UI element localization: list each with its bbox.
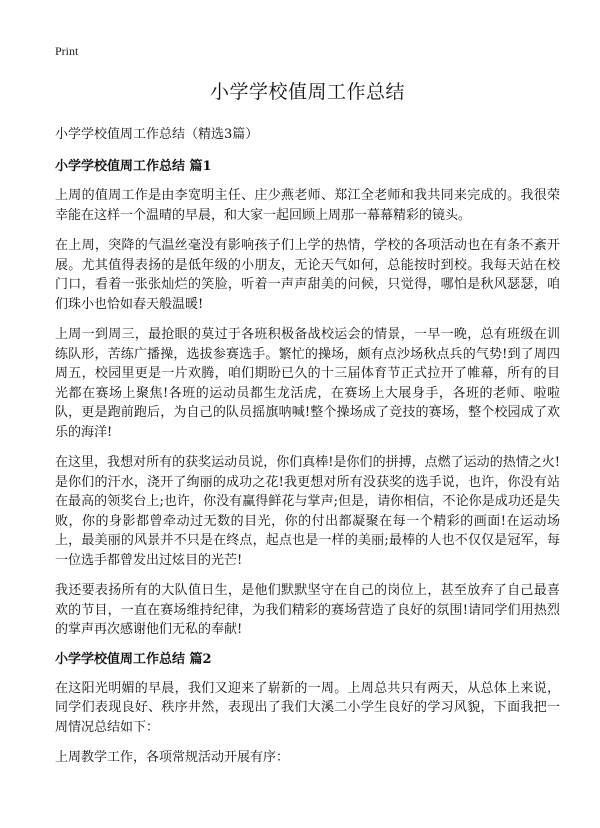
paragraph: 我还要表扬所有的大队值日生，是他们默默坚守在自己的岗位上，甚至放弃了自己最喜欢的节目，一直在赛场维持纪律，为我们精彩的赛场营造了良好的氛围!请同学们用热烈的掌声再次感谢他们无私的奉献! [55, 583, 560, 637]
paragraph: 上周教学工作，各项常规活动开展有序： [55, 750, 290, 765]
paragraph: 在这里，我想对所有的获奖运动员说，你们真棒!是你们的拼搏，点燃了运动的热情之火!是你们的汗水，浇开了绚丽的成功之花!我更想对所有没获奖的选手说，也许，你没有站在最高的领奖台上;也许，你没有赢得鲜花与掌声;但是，请你相信，不论你是成功还是失败，你的身影都曾牵动过无数的目光，你的付出都凝聚在每一个精彩的画面!在运动场上，最美丽的风景并不只是在终点，起点也是一样的美丽;最棒的人也不仅仅是冠军，每一位选手都曾发出过炫目的光芒! [55, 455, 560, 568]
paragraph: 在这阳光明媚的早晨，我们又迎来了崭新的一周。上周总共只有两天，从总体上来说，同学们表现良好、秩序井然，表现出了我们大溪二小学生良好的学习风貌，下面我把一周情况总结如下： [55, 680, 560, 735]
document-subtitle: 小学学校值周工作总结（精选3篇） [55, 127, 259, 142]
section-heading-1: 小学学校值周工作总结 篇1 [55, 159, 212, 174]
section-heading-2: 小学学校值周工作总结 篇2 [55, 651, 212, 667]
paragraph: 上周的值周工作是由李宽明主任、庄少燕老师、郑江全老师和我共同来完成的。我很荣幸能在这样一个温晴的早晨，和大家一起回顾上周那一幕幕精彩的镜头。 [55, 188, 560, 223]
paragraph: 上周一到周三，最抢眼的莫过于各班积极备战校运会的情景，一早一晚，总有班级在训练队形，苦练广播操，选拔参赛选手。繁忙的操场，颇有点沙场秋点兵的气势!到了周四周五，校园里更是一片欢腾，咱们期盼已久的十三届体育节正式拉开了帷幕，所有的目光都在赛场上聚焦!各班的运动员都生龙活虎，在赛场上大展身手，各班的老师、啦啦队，更是跑前跑后，为自己的队员摇旗呐喊!整个操场成了竞技的赛场，整个校园成了欢乐的海洋! [55, 327, 560, 440]
print-link[interactable]: Print [55, 44, 79, 58]
document-title: 小学学校值周工作总结 [209, 81, 405, 103]
paragraph: 在上周，突降的气温丝毫没有影响孩子们上学的热情，学校的各项活动也在有条不紊开展。尤其值得表扬的是低年级的小朋友，无论天气如何，总能按时到校。我每天站在校门口，看着一张张灿烂的笑脸，听着一声声甜美的问候，只觉得，哪怕是秋风瑟瑟，咱们珠小也恰如春天般温暖! [55, 238, 560, 312]
